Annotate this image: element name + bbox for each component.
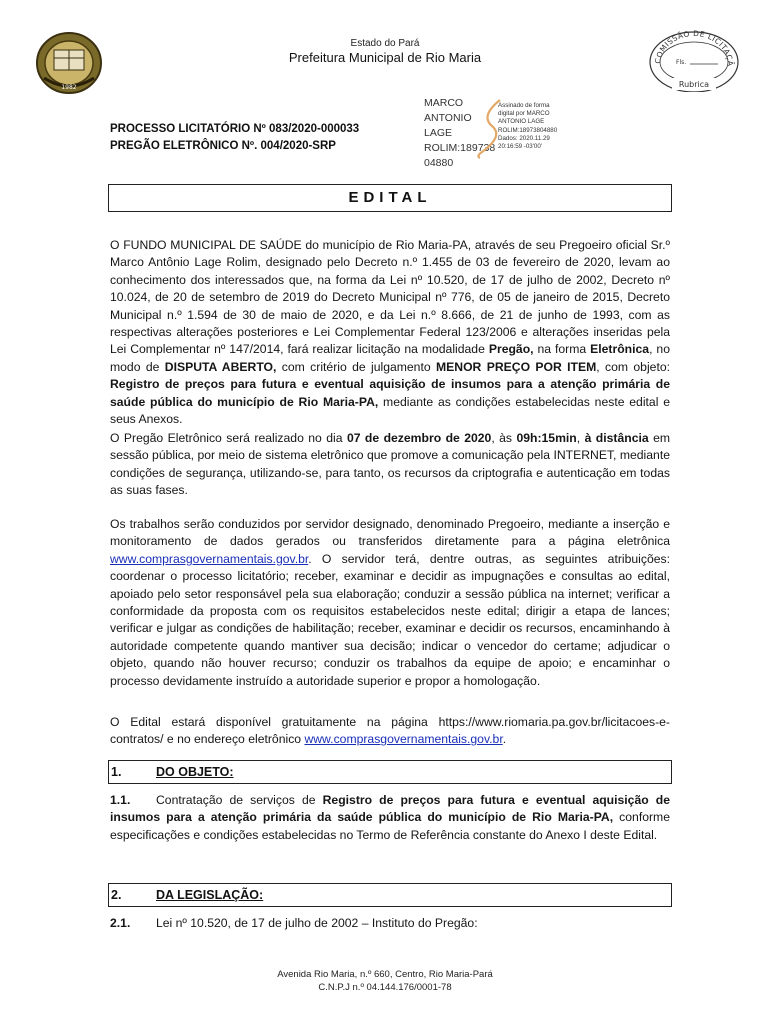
clause-number: 1.1. bbox=[110, 793, 131, 807]
text-run: Contratação de serviços de bbox=[156, 793, 323, 807]
bold-text: 07 de dezembro de 2020 bbox=[346, 431, 492, 445]
text-run: Lei nº 10.520, de 17 de julho de 2002 – Instituto do Pregão: bbox=[156, 916, 478, 930]
text-run: , às bbox=[491, 431, 517, 445]
digital-signature-name: MARCO ANTONIO LAGE ROLIM:189738 04880 bbox=[424, 97, 496, 169]
website-link[interactable]: www.comprasgovernamentais.gov.br bbox=[110, 551, 309, 566]
process-number: PROCESSO LICITATÓRIO Nº 083/2020-000033 bbox=[110, 123, 360, 135]
pregao-number: PREGÃO ELETRÔNICO Nº. 004/2020-SRP bbox=[110, 140, 336, 152]
text-run: , com objeto: bbox=[596, 359, 670, 374]
section-title: DA LEGISLAÇÃO: bbox=[156, 888, 264, 902]
text-run: . bbox=[502, 732, 507, 747]
text-run: em sessão pública, por meio de sistema eletrônico que promove a comunicação pela INTERNET, mediante condições de segurança, utilizando-se, para tanto, os recursos da criptografia e autenticação em todas as suas fases. bbox=[110, 431, 670, 498]
clause-2-1 bbox=[110, 915, 670, 932]
header-city-hall: Prefeitura Municipal de Rio Maria bbox=[288, 50, 482, 65]
bold-text: Registro de preços para futura e eventual aquisição de insumos para a atenção primária de saúde pública do município de Rio Maria-PA, bbox=[110, 377, 670, 409]
section-title: DO OBJETO: bbox=[156, 765, 234, 779]
bold-text: Eletrônica bbox=[590, 342, 650, 357]
bold-text: Pregão, bbox=[488, 342, 534, 357]
clause-text bbox=[110, 793, 670, 842]
text-run: conforme especificações e condições estabelecidas no Termo de Referência constante do Anexo I deste Edital. bbox=[110, 810, 670, 842]
text-run: na forma bbox=[533, 342, 591, 357]
text-run: . O servidor terá, dentre outras, as seguintes atribuições: coordenar o processo licitatório; receber, examinar e decidir as impugnações e consultas ao edital, apoiado pelo setor responsável pela sua elaboração; conduzir a sessão pública na internet; verificar a conformidade da proposta com os requisitos estabelecidos neste edital; dirigir a etapa de lances; verificar e julgar as condições de habilitação; receber, examinar e decidir os recursos, encaminhando à autoridade competente quando mantiver sua decisão; indicar o vencedor do certame; adjudicar o objeto, quando não houver recurso; conduzir os trabalhos da equipe de apoio; e encaminhar o processo devidamente instruído a autoridade superior e propor a homologação. bbox=[110, 551, 670, 688]
bold-text: MENOR PREÇO POR ITEM bbox=[435, 359, 597, 374]
svg-text:1982: 1982 bbox=[61, 84, 77, 91]
digital-signature-details: Assinado de forma digital por MARCO ANTONIO LAGE ROLIM:18973804880 Dados: 2020.11.29 20:16:59 -03'00' bbox=[498, 102, 558, 151]
svg-text:Rubrica: Rubrica bbox=[678, 80, 710, 89]
bold-text: Registro de preços para futura e eventual aquisição de insumos para a atenção primária da saúde pública do município de Rio Maria-PA, bbox=[110, 793, 671, 825]
section-header-legislacao bbox=[108, 883, 672, 907]
document-title: EDITAL bbox=[108, 184, 672, 212]
text-run: O Pregão Eletrônico será realizado no dia bbox=[110, 431, 347, 445]
header-state: Estado do Pará bbox=[350, 38, 420, 49]
intro-paragraph-1 bbox=[110, 237, 670, 428]
section-number: 2. bbox=[111, 888, 122, 902]
text-run: Os trabalhos serão conduzidos por servidor designado, denominado Pregoeiro, mediante a inserção e monitoramento de dados gerados ou transferidos diretamente para a página eletrônica bbox=[110, 517, 670, 549]
process-identifiers bbox=[110, 121, 359, 155]
text-run: com critério de julgamento bbox=[276, 359, 436, 374]
clause-number: 2.1. bbox=[110, 916, 131, 930]
text-run: , no modo de bbox=[110, 342, 670, 374]
text-run: , bbox=[576, 431, 585, 445]
clause-text bbox=[156, 916, 478, 930]
text-run: mediante as condições estabelecidas neste edital e seus Anexos. bbox=[110, 394, 670, 427]
section-header-objeto bbox=[108, 760, 672, 784]
text-run: O Edital estará disponível gratuitamente na página https://www.riomaria.pa.gov.br/licitacoes-e-contratos/ e no endereço eletrônico bbox=[110, 715, 670, 747]
bold-text: DISPUTA ABERTO, bbox=[164, 359, 277, 374]
intro-paragraph-2 bbox=[110, 430, 670, 500]
intro-paragraph-3 bbox=[110, 516, 670, 690]
bold-text: 09h:15min bbox=[516, 431, 577, 445]
svg-text:Fls.: Fls. bbox=[676, 59, 687, 66]
svg-text:COMISSÃO DE LICITAÇÃO: COMISSÃO DE LICITAÇÃ bbox=[653, 28, 736, 67]
text-run: O FUNDO MUNICIPAL DE SAÚDE do município de Rio Maria-PA, através de seu Pregoeiro oficial Sr.º Marco Antônio Lage Rolim, designado pelo Decreto n.º 1.455 de 03 de fevereiro de 2020, levam ao conhecimento dos interessados que, na forma da Lei nº 10.520, de 17 de julho de 2002, Decreto nº 10.024, de 20 de setembro de 2019 do Decreto Municipal nº 776, de 05 de janeiro de 2015, Decreto Municipal n.º 1.594 de 30 de maio de 2020, e da Lei n.º 8.666, de 21 de junho de 1993, com as respectivas alterações posteriores e Lei Complementar Federal 123/2006 e alterações inseridas pela Lei Complementar nº 147/2014, fará realizar licitação na modalidade bbox=[110, 238, 670, 357]
footer-address: Avenida Rio Maria, n.º 660, Centro, Rio Maria-Pará bbox=[277, 969, 493, 980]
bold-text: à distância bbox=[584, 431, 649, 445]
clause-1-1 bbox=[110, 792, 670, 844]
page-footer bbox=[0, 968, 770, 994]
section-number: 1. bbox=[111, 765, 122, 779]
commission-stamp bbox=[646, 24, 742, 92]
website-link[interactable]: www.comprasgovernamentais.gov.br bbox=[304, 732, 503, 747]
footer-cnpj: C.N.P.J n.º 04.144.176/0001-78 bbox=[318, 982, 452, 993]
intro-paragraph-4 bbox=[110, 714, 670, 749]
